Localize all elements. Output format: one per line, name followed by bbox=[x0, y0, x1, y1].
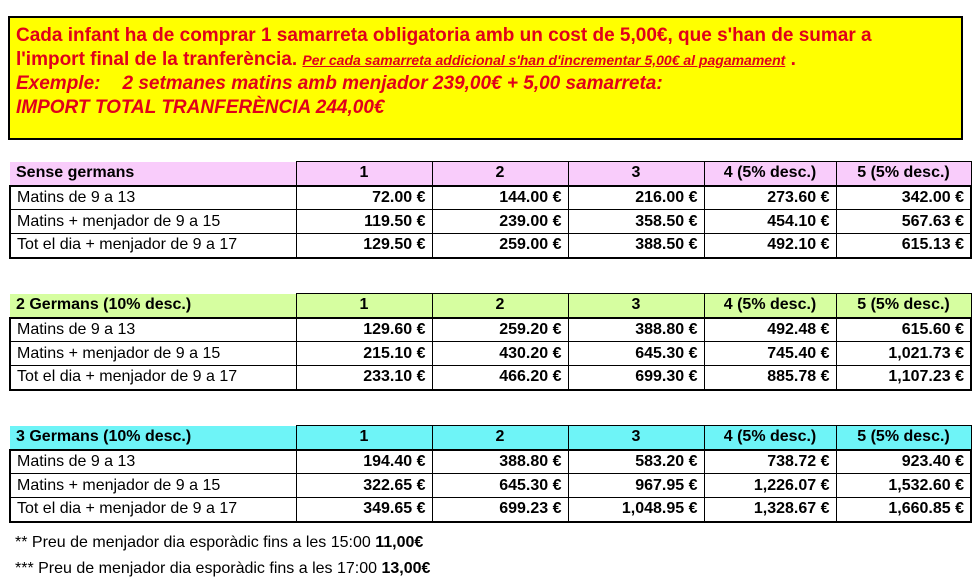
table-row bbox=[10, 186, 971, 210]
notice-line-2-end: . bbox=[790, 49, 796, 70]
price-cell: 583.20 € bbox=[568, 450, 704, 474]
row-label: Tot el dia + menjador de 9 a 17 bbox=[10, 234, 296, 258]
footnote-lunch-17 bbox=[15, 556, 430, 582]
price-cell: 216.00 € bbox=[568, 186, 704, 210]
table-header bbox=[10, 294, 971, 318]
price-cell: 72.00 € bbox=[296, 186, 432, 210]
price-cell: 492.48 € bbox=[704, 318, 836, 342]
column-header: 4 (5% desc.) bbox=[704, 294, 836, 318]
table-row bbox=[10, 318, 971, 342]
price-cell: 699.23 € bbox=[432, 498, 568, 522]
price-cell: 388.80 € bbox=[432, 450, 568, 474]
column-header: 3 bbox=[568, 426, 704, 450]
column-header: 4 (5% desc.) bbox=[704, 162, 836, 186]
price-cell: 885.78 € bbox=[704, 366, 836, 390]
column-header: 2 bbox=[432, 162, 568, 186]
row-label: Matins + menjador de 9 a 15 bbox=[10, 210, 296, 234]
footnote-lunch-15 bbox=[15, 530, 430, 556]
price-cell: 129.50 € bbox=[296, 234, 432, 258]
price-cell: 388.80 € bbox=[568, 318, 704, 342]
price-cell: 233.10 € bbox=[296, 366, 432, 390]
notice-total: IMPORT TOTAL TRANFERÈNCIA 244,00€ bbox=[16, 97, 385, 118]
footnotes bbox=[15, 530, 430, 582]
footnote-text: ** Preu de menjador dia esporàdic fins a les 15:00 bbox=[15, 534, 371, 551]
price-cell: 119.50 € bbox=[296, 210, 432, 234]
price-cell: 259.20 € bbox=[432, 318, 568, 342]
footnote-text: *** Preu de menjador dia esporàdic fins a les 17:00 bbox=[15, 560, 377, 577]
price-cell: 1,328.67 € bbox=[704, 498, 836, 522]
table-row bbox=[10, 474, 971, 498]
row-label: Matins de 9 a 13 bbox=[10, 450, 296, 474]
table-title: 2 Germans (10% desc.) bbox=[10, 294, 296, 318]
table-title: Sense germans bbox=[10, 162, 296, 186]
notice-line-1: Cada infant ha de comprar 1 samarreta obligatoria amb un cost de 5,00€, que s'han de sumar a bbox=[16, 25, 872, 46]
price-table-2-siblings bbox=[9, 293, 972, 391]
column-header: 5 (5% desc.) bbox=[836, 294, 971, 318]
price-cell: 923.40 € bbox=[836, 450, 971, 474]
price-cell: 144.00 € bbox=[432, 186, 568, 210]
price-cell: 215.10 € bbox=[296, 342, 432, 366]
price-cell: 239.00 € bbox=[432, 210, 568, 234]
price-table-no-siblings bbox=[9, 161, 972, 259]
notice-example-label: Exemple: bbox=[16, 73, 101, 94]
row-label: Matins + menjador de 9 a 15 bbox=[10, 474, 296, 498]
table-row bbox=[10, 366, 971, 390]
table-row bbox=[10, 342, 971, 366]
price-cell: 273.60 € bbox=[704, 186, 836, 210]
column-header: 4 (5% desc.) bbox=[704, 426, 836, 450]
price-table-3-siblings bbox=[9, 425, 972, 523]
row-label: Matins de 9 a 13 bbox=[10, 318, 296, 342]
price-cell: 349.65 € bbox=[296, 498, 432, 522]
row-label: Matins de 9 a 13 bbox=[10, 186, 296, 210]
price-cell: 1,226.07 € bbox=[704, 474, 836, 498]
column-header: 3 bbox=[568, 162, 704, 186]
table-row bbox=[10, 450, 971, 474]
price-cell: 466.20 € bbox=[432, 366, 568, 390]
column-header: 1 bbox=[296, 294, 432, 318]
price-cell: 1,532.60 € bbox=[836, 474, 971, 498]
table-row bbox=[10, 498, 971, 522]
column-header: 3 bbox=[568, 294, 704, 318]
price-cell: 567.63 € bbox=[836, 210, 971, 234]
table-header bbox=[10, 162, 971, 186]
price-cell: 615.60 € bbox=[836, 318, 971, 342]
price-cell: 259.00 € bbox=[432, 234, 568, 258]
price-cell: 194.40 € bbox=[296, 450, 432, 474]
price-cell: 1,660.85 € bbox=[836, 498, 971, 522]
table-header bbox=[10, 426, 971, 450]
column-header: 2 bbox=[432, 426, 568, 450]
column-header: 5 (5% desc.) bbox=[836, 162, 971, 186]
footnote-price: 11,00€ bbox=[375, 534, 424, 551]
price-cell: 738.72 € bbox=[704, 450, 836, 474]
row-label: Tot el dia + menjador de 9 a 17 bbox=[10, 366, 296, 390]
notice-line-2-text: l'import final de la tranferència. bbox=[16, 49, 298, 70]
notice-line-2-sub: Per cada samarreta addicional s'han d'incrementar 5,00€ al pagamament bbox=[302, 52, 786, 68]
column-header: 1 bbox=[296, 162, 432, 186]
price-cell: 645.30 € bbox=[432, 474, 568, 498]
price-cell: 358.50 € bbox=[568, 210, 704, 234]
table-row bbox=[10, 234, 971, 258]
price-cell: 342.00 € bbox=[836, 186, 971, 210]
table-title: 3 Germans (10% desc.) bbox=[10, 426, 296, 450]
price-cell: 699.30 € bbox=[568, 366, 704, 390]
price-cell: 745.40 € bbox=[704, 342, 836, 366]
row-label: Matins + menjador de 9 a 15 bbox=[10, 342, 296, 366]
notice-example bbox=[16, 72, 961, 96]
price-cell: 1,021.73 € bbox=[836, 342, 971, 366]
column-header: 2 bbox=[432, 294, 568, 318]
price-cell: 388.50 € bbox=[568, 234, 704, 258]
column-header: 5 (5% desc.) bbox=[836, 426, 971, 450]
footnote-price: 13,00€ bbox=[381, 560, 431, 577]
column-header: 1 bbox=[296, 426, 432, 450]
price-cell: 1,107.23 € bbox=[836, 366, 971, 390]
price-cell: 430.20 € bbox=[432, 342, 568, 366]
notice-line-2 bbox=[16, 48, 961, 72]
row-label: Tot el dia + menjador de 9 a 17 bbox=[10, 498, 296, 522]
price-cell: 645.30 € bbox=[568, 342, 704, 366]
notice-box bbox=[8, 16, 963, 140]
price-cell: 129.60 € bbox=[296, 318, 432, 342]
price-cell: 1,048.95 € bbox=[568, 498, 704, 522]
price-cell: 615.13 € bbox=[836, 234, 971, 258]
price-cell: 322.65 € bbox=[296, 474, 432, 498]
price-cell: 492.10 € bbox=[704, 234, 836, 258]
notice-example-text: 2 setmanes matins amb menjador 239,00€ + 5,00 samarreta: bbox=[122, 73, 663, 94]
price-cell: 967.95 € bbox=[568, 474, 704, 498]
table-row bbox=[10, 210, 971, 234]
price-cell: 454.10 € bbox=[704, 210, 836, 234]
